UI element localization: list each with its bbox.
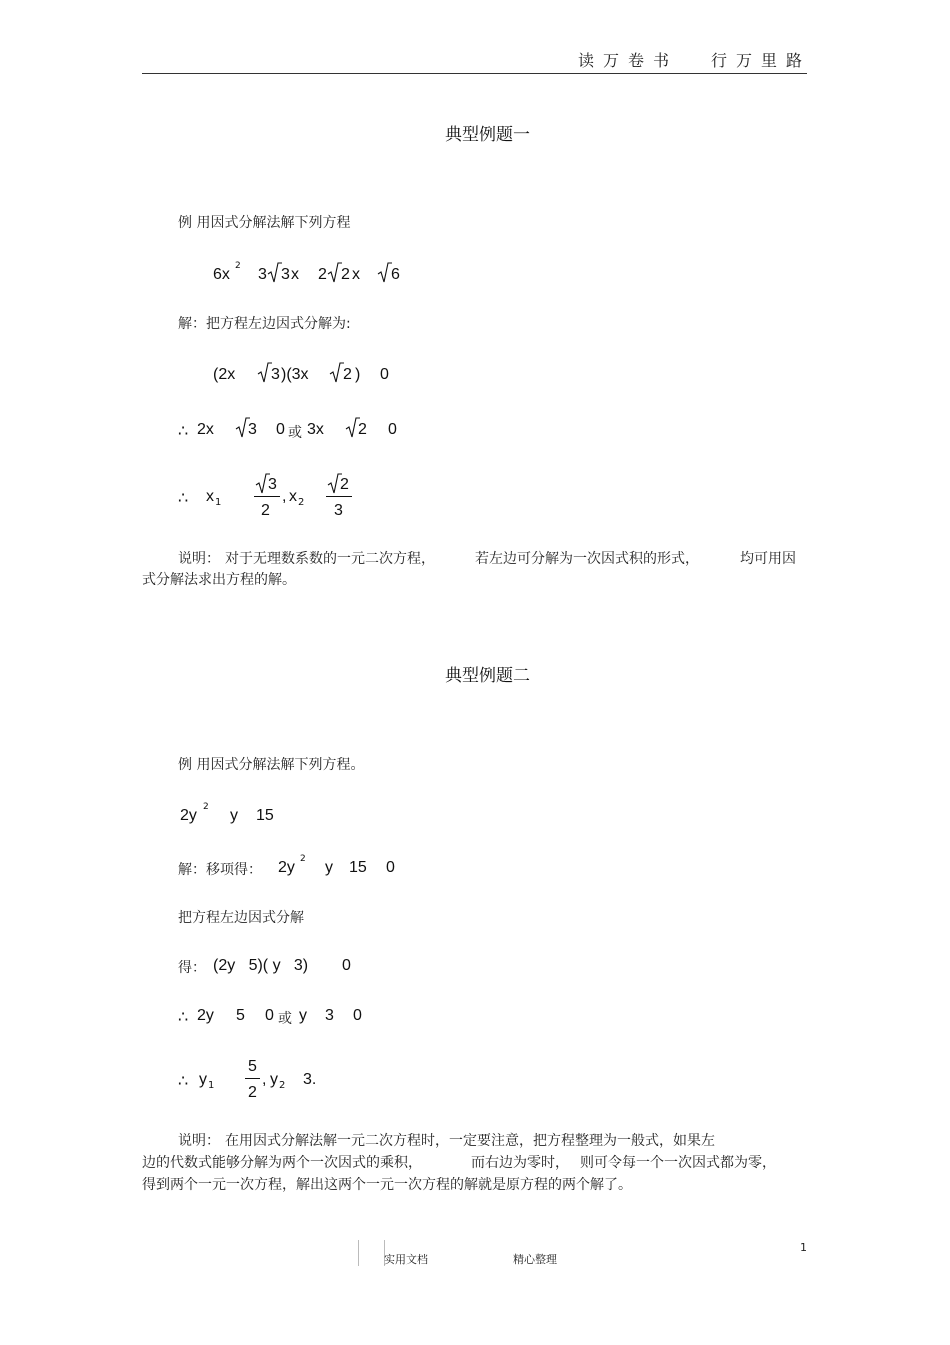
header-left: 读万卷书 — [578, 51, 679, 70]
therefore-symbol: ∴ — [178, 423, 189, 440]
footer-right: 精心整理 — [513, 1253, 557, 1266]
or-line-d: y — [299, 1007, 307, 1024]
factored-part2: )(3x — [281, 366, 309, 383]
factored-part1: (2x — [213, 366, 236, 383]
root1-denominator: 2 — [261, 502, 270, 519]
eq1-term-c-var: x — [352, 266, 360, 283]
note2-line2-part-b: 而右边为零时， — [471, 1155, 569, 1171]
move-label: 解：移项得： — [178, 862, 262, 878]
eq1-term-a-exponent: 2 — [235, 261, 241, 271]
root-y2-subscript: 2 — [279, 1080, 286, 1091]
eq1-term-c-radicand: 2 — [341, 266, 350, 283]
radical-icon — [330, 362, 344, 384]
factored-part2-radicand: 2 — [343, 366, 352, 383]
factored-part3: ) — [355, 366, 361, 383]
note-label: 说明： — [178, 1133, 220, 1149]
root-y2: y — [270, 1071, 278, 1088]
eq2-term-c: 15 — [256, 807, 274, 824]
root1-numerator-radicand: 3 — [268, 476, 277, 493]
header-rule — [142, 73, 807, 74]
radical-icon — [268, 262, 282, 284]
or-word: 或 — [278, 1011, 292, 1027]
move-term-c: 15 — [349, 859, 367, 876]
or-line-lhs1: 2x — [197, 421, 214, 438]
or-line-c: 0 — [265, 1007, 274, 1024]
radical-icon — [328, 262, 342, 284]
radical-icon — [258, 362, 272, 384]
section2-factor-intro: 把方程左边因式分解 — [178, 910, 304, 926]
factored-rhs: 0 — [342, 957, 351, 974]
root-y1-subscript: 1 — [208, 1080, 215, 1091]
root-x1: x — [206, 488, 214, 505]
section2-prompt: 例 用因式分解法解下列方程。 — [178, 757, 365, 773]
move-term-a: 2y — [278, 859, 295, 876]
root-y2-value: 3. — [303, 1071, 317, 1088]
or-line-b: 5 — [236, 1007, 245, 1024]
header-right: 行万里路 — [711, 51, 812, 70]
or-line-zero1: 0 — [276, 421, 285, 438]
section1-solution-intro: 解：把方程左边因式分解为: — [178, 316, 351, 332]
or-line-lhs2: 3x — [307, 421, 324, 438]
root-comma: , — [282, 488, 287, 505]
eq2-term-a: 2y — [180, 807, 197, 824]
note2-line2-part-c: 则可令每一个一次因式都为零， — [580, 1155, 776, 1171]
therefore-symbol: ∴ — [178, 1009, 189, 1026]
page-number: 1 — [800, 1241, 807, 1254]
root2-denominator: 3 — [334, 502, 343, 519]
eq1-term-b-radicand: 3 — [281, 266, 290, 283]
note-label: 说明： — [178, 551, 220, 567]
root-comma: , — [262, 1071, 267, 1088]
section2-title: 典型例题二 — [445, 666, 530, 686]
eq1-term-b-var: x — [291, 266, 299, 283]
section1-title: 典型例题一 — [445, 125, 530, 145]
factored-expression: (2y 5)( y 3) — [213, 957, 309, 974]
footer-divider — [358, 1240, 359, 1266]
eq2-term-b: y — [230, 807, 238, 824]
note1-part-c: 均可用因 — [740, 551, 796, 567]
move-term-b: y — [325, 859, 333, 876]
or-word: 或 — [288, 425, 302, 441]
eq1-term-d-radicand: 6 — [391, 266, 400, 283]
or-line-e: 3 — [325, 1007, 334, 1024]
move-term-d: 0 — [386, 859, 395, 876]
root1-numerator: 5 — [248, 1058, 257, 1075]
footer-left: 实用文档 — [384, 1253, 428, 1266]
therefore-symbol: ∴ — [178, 490, 189, 507]
note1-line2: 式分解法求出方程的解。 — [142, 572, 296, 588]
fraction-bar — [254, 496, 280, 497]
root-x1-subscript: 1 — [215, 497, 222, 508]
root1-denominator: 2 — [248, 1084, 257, 1101]
section1-prompt: 例 用因式分解法解下列方程 — [178, 215, 351, 231]
eq1-term-a: 6x — [213, 266, 230, 283]
note2-line3: 得到两个一元一次方程，解出这两个一元一次方程的解就是原方程的两个解了。 — [142, 1177, 632, 1193]
eq2-term-a-exponent: 2 — [203, 802, 209, 812]
fraction-bar — [245, 1078, 260, 1079]
eq1-term-b-coef: 3 — [258, 266, 267, 283]
factored-label: 得： — [178, 960, 206, 976]
note2-line1-text: 在用因式分解法解一元二次方程时，一定要注意，把方程整理为一般式，如果左 — [225, 1133, 715, 1149]
root-x2: x — [289, 488, 297, 505]
or-line-rad2: 2 — [358, 421, 367, 438]
root2-numerator-radicand: 2 — [340, 476, 349, 493]
root-x2-subscript: 2 — [298, 497, 305, 508]
radical-icon — [378, 262, 392, 284]
or-line-a: 2y — [197, 1007, 214, 1024]
move-term-a-exponent: 2 — [300, 854, 306, 864]
or-line-rad1: 3 — [248, 421, 257, 438]
or-line-zero2: 0 — [388, 421, 397, 438]
fraction-bar — [326, 496, 352, 497]
root-y1: y — [199, 1071, 207, 1088]
therefore-symbol: ∴ — [178, 1073, 189, 1090]
note1-part-a: 对于无理数系数的一元二次方程， — [225, 551, 435, 567]
or-line-f: 0 — [353, 1007, 362, 1024]
note2-line2-part-a: 边的代数式能够分解为两个一次因式的乘积， — [142, 1155, 422, 1171]
factored-rhs: 0 — [380, 366, 389, 383]
eq1-term-c-coef: 2 — [318, 266, 327, 283]
factored-part1-radicand: 3 — [271, 366, 280, 383]
note1-part-b: 若左边可分解为一次因式积的形式， — [475, 551, 699, 567]
